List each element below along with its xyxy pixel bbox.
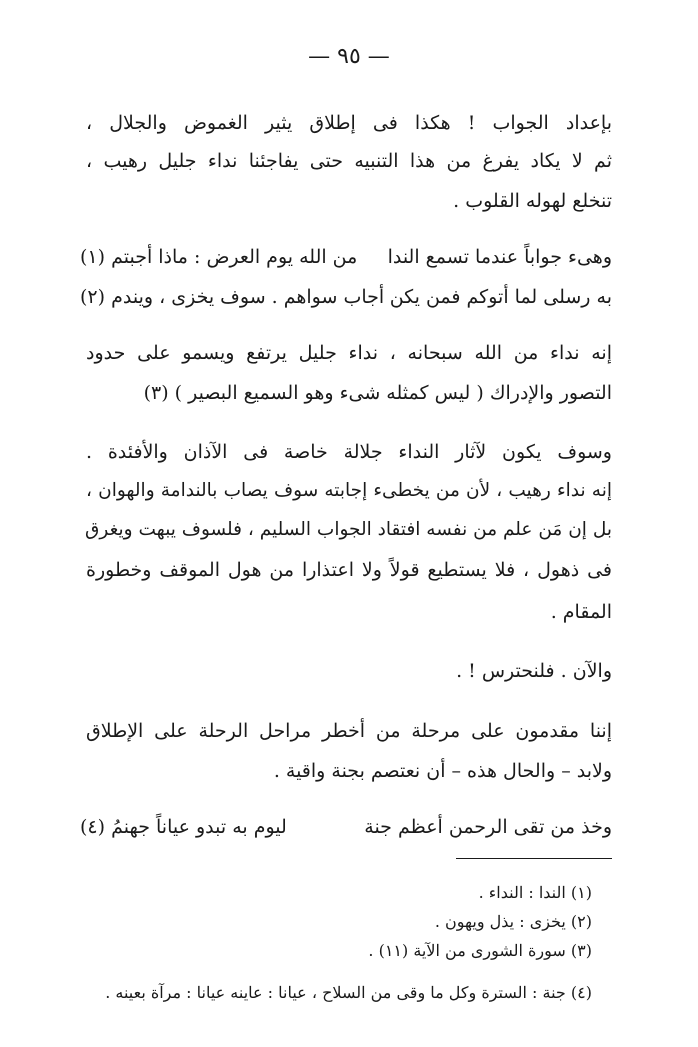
footnote-separator: [456, 858, 612, 859]
paragraph-3-line-4: فى ذهول ، فلا يستطيع قولاً ولا اعتذارا من هول الموقف وخطورة: [86, 559, 612, 581]
paragraph-5-line-1: إننا مقدمون على مرحلة من أخطر مراحل الرحلة على الإطلاق: [86, 720, 612, 742]
paragraph-4: والآن . فلنحترس ! .: [456, 660, 612, 682]
paragraph-3-line-2: إنه نداء رهيب ، لأن من يخطىء إجابته سوف يصاب بالندامة والهوان ،: [86, 480, 612, 501]
paragraph-2-line-2: التصور والإدراك ( ليس كمثله شىء وهو السميع البصير ) (٣): [143, 382, 612, 404]
paragraph-1-line-1: بإعداد الجواب ! هكذا فى إطلاق يثير الغموض والجلال ،: [86, 112, 612, 134]
footnote-1: (١) الندا : النداء .: [478, 883, 592, 902]
poem-2-second-hemistich: ليوم به تبدو عياناً جهنمُ (٤): [80, 816, 287, 838]
footnote-4: (٤) جنة : السترة وكل ما وقى من السلاح ، عيانا : عاينه عيانا : مرآة بعينه .: [105, 983, 592, 1002]
paragraph-2-line-1: إنه نداء من الله سبحانه ، نداء جليل يرتفع ويسمو على حدود: [86, 342, 612, 364]
paragraph-3-line-3: بل إن مَن علم من نفسه افتقاد الجواب السليم ، فلسوف يبهت ويغرق: [85, 519, 612, 540]
poem-2-first-hemistich: وخذ من تقى الرحمن أعظم جنة: [364, 816, 612, 838]
poem-1-verse-2-second-hemistich: أجاب سواهم . سوف يخزى ، ويندم (٢): [80, 286, 385, 308]
footnote-3: (٣) سورة الشورى من الآية (١١) .: [368, 941, 592, 960]
poem-1-verse-2-first-hemistich: به رسلى لما أتوكم فمن يكن: [389, 286, 612, 308]
footnote-2: (٢) يخزى : يذل ويهون .: [434, 912, 592, 931]
paragraph-5-line-2: ولابد – والحال هذه – أن نعتصم بجنة واقية .: [273, 760, 612, 782]
poem-1-verse-1-second-hemistich: من الله يوم العرض : ماذا أجبتم (١): [80, 246, 358, 268]
paragraph-3-line-5: المقام .: [550, 601, 612, 623]
paragraph-1-line-2: ثم لا يكاد يفرغ من هذا التنبيه حتى يفاجئنا نداء جليل رهيب ،: [86, 150, 612, 172]
poem-1-verse-1-first-hemistich: وهىء جواباً عندما تسمع الندا: [387, 246, 612, 268]
paragraph-3-line-1: وسوف يكون لآثار النداء جلالة خاصة فى الآذان والأفئدة .: [86, 441, 612, 463]
paragraph-1-line-3: تنخلع لهوله القلوب .: [453, 190, 612, 212]
page-number: — ٩٥ —: [308, 44, 390, 69]
